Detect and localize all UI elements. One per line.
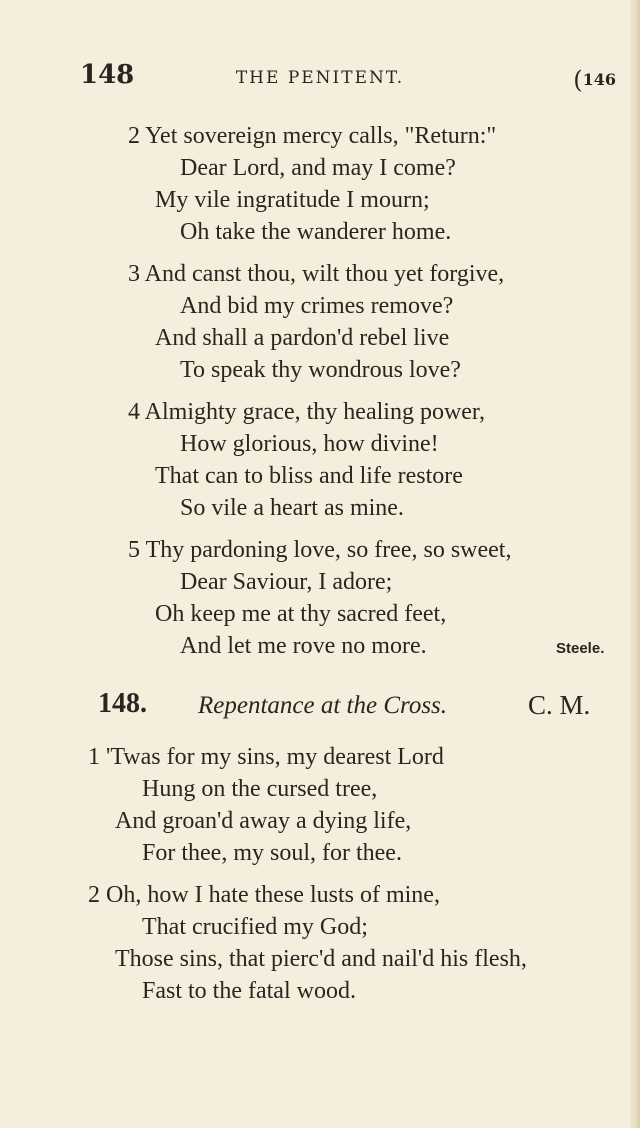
verse-line: How glorious, how divine! [180, 431, 439, 457]
verse-line: Dear Saviour, I adore; [180, 569, 393, 595]
verse-line: And shall a pardon'd rebel live [155, 325, 450, 351]
verse-line: Dear Lord, and may I come? [180, 155, 456, 181]
hymn-title: Repentance at the Cross. [198, 692, 448, 719]
verse-line: Oh take the wanderer home. [180, 219, 452, 245]
verse-line: And let me rove no more. [180, 633, 427, 659]
verse-line: My vile ingratitude I mourn; [155, 187, 430, 213]
running-title: THE PENITENT. [235, 68, 405, 88]
verse-line: Fast to the fatal wood. [142, 978, 356, 1004]
verse-line: 3 And canst thou, wilt thou yet forgive, [128, 261, 505, 287]
verse-line: 2 Oh, how I hate these lusts of mine, [88, 882, 440, 908]
verse-line: And groan'd away a dying life, [115, 808, 412, 834]
hymn-header [98, 688, 618, 728]
attribution: Steele. [556, 640, 605, 657]
verse-line: Hung on the cursed tree, [142, 776, 378, 802]
verse-line: 5 Thy pardoning love, so free, so sweet, [128, 537, 512, 563]
verse-line: That crucified my God; [142, 914, 368, 940]
page-edge [630, 0, 640, 1128]
hymn-meter: C. M. [528, 690, 591, 720]
hymn-reference-number: 146 [582, 70, 616, 89]
verse-line: For thee, my soul, for thee. [142, 840, 402, 866]
verse-line: 4 Almighty grace, thy healing power, [128, 399, 485, 425]
verse-line: 1 'Twas for my sins, my dearest Lord [88, 744, 444, 770]
verse-line: Those sins, that pierc'd and nail'd his flesh, [115, 946, 527, 972]
verse-line: Oh keep me at thy sacred feet, [155, 601, 447, 627]
verse-line: 2 Yet sovereign mercy calls, "Return:" [128, 123, 497, 149]
page-number: 148 [80, 60, 135, 90]
hymn-number: 148. [98, 688, 147, 719]
verse-line: To speak thy wondrous love? [180, 357, 461, 383]
page-header [0, 60, 640, 100]
verse-line: So vile a heart as mine. [180, 495, 404, 521]
hymn-reference: (146 [573, 66, 616, 94]
verse-line: That can to bliss and life restore [155, 463, 463, 489]
verse-line: And bid my crimes remove? [180, 293, 454, 319]
